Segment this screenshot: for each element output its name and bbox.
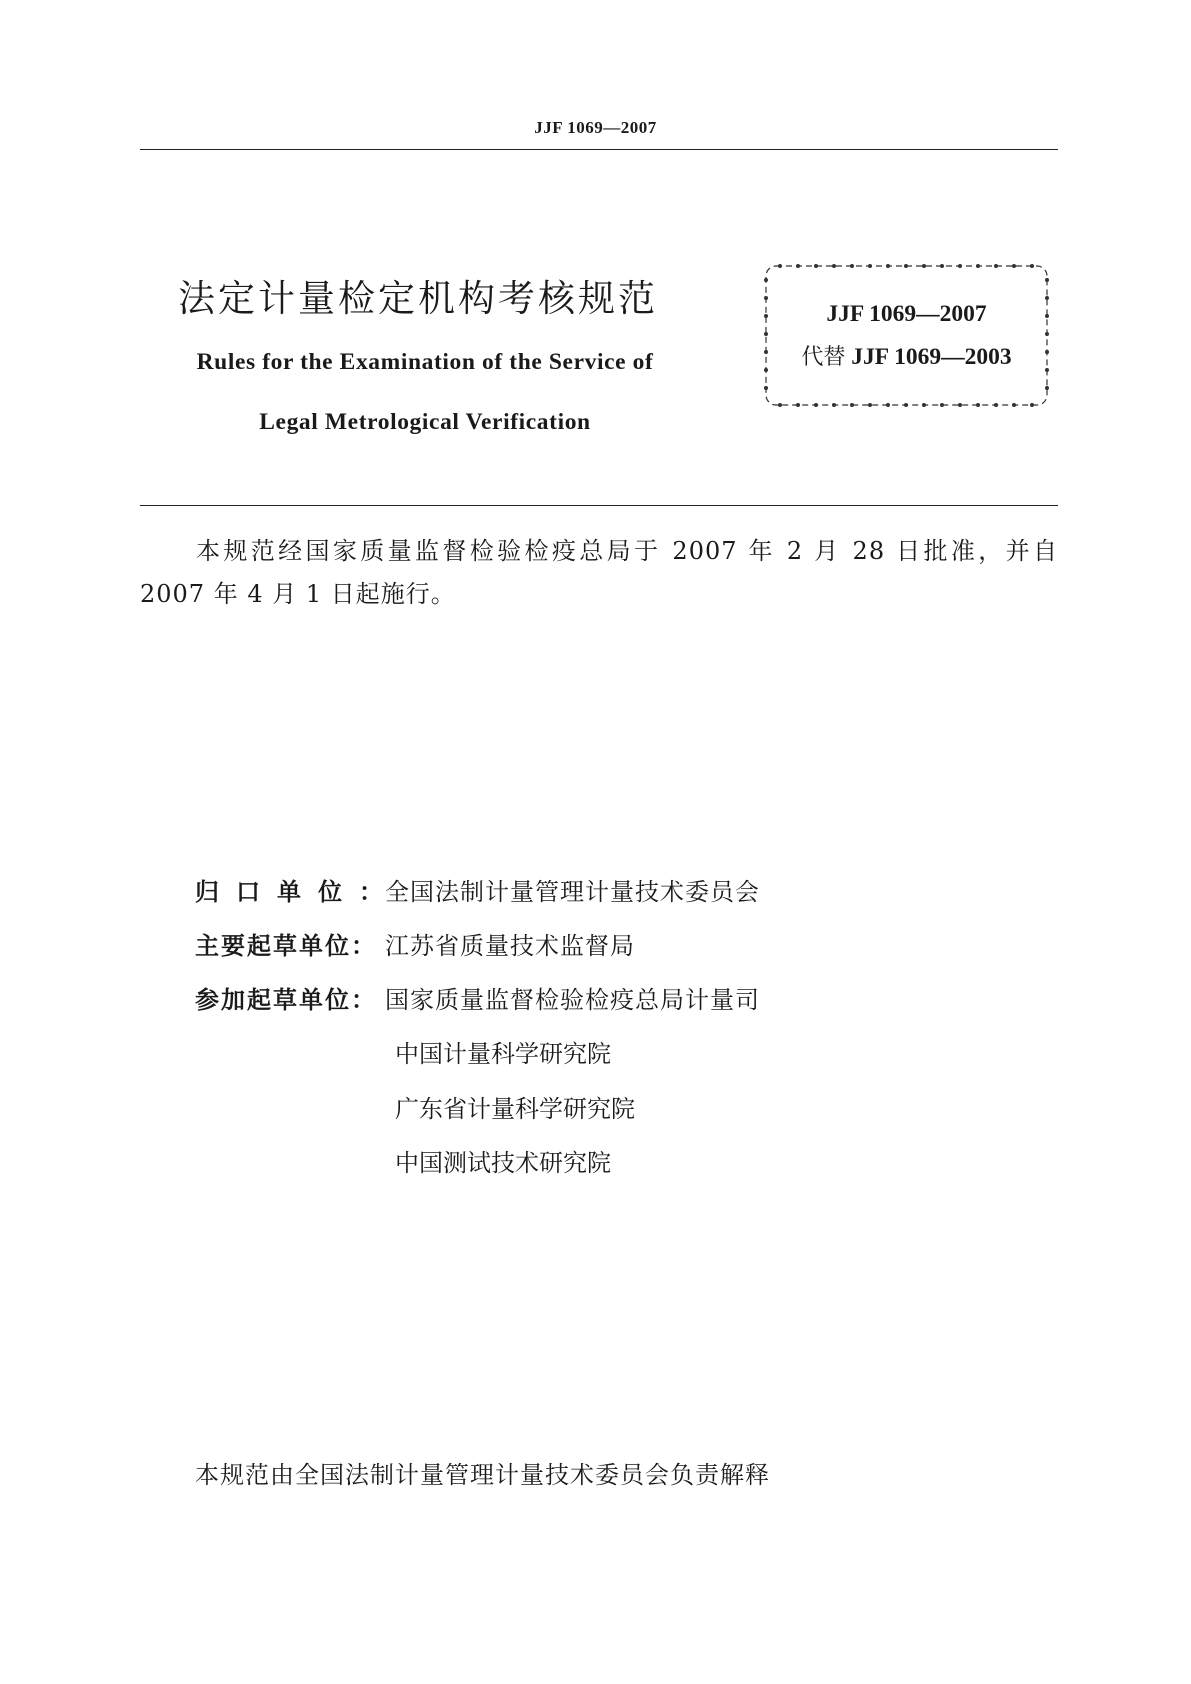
box-frame-dot: [886, 403, 890, 407]
box-frame-dot: [850, 403, 854, 407]
box-frame-dot: [832, 264, 836, 268]
box-frame-dot: [976, 264, 980, 268]
box-frame-dot: [796, 264, 800, 268]
main-drafting-unit-value: 江苏省质量技术监督局: [385, 932, 635, 960]
responsible-unit-label: 归口单位：: [195, 878, 383, 906]
box-frame-dot: [814, 264, 818, 268]
box-frame-dot: [994, 403, 998, 407]
box-frame-dot: [1030, 403, 1034, 407]
box-frame-dot: [764, 278, 768, 282]
participating-unit-item: 中国测试技术研究院: [395, 1149, 611, 1177]
box-frame-dot: [1012, 264, 1016, 268]
box-frame-dot: [922, 264, 926, 268]
participating-unit-row: [195, 980, 760, 1015]
approval-statement: 本规范经国家质量监督检验检疫总局于 2007 年 2 月 28 日批准，并自 2007 年 4 月 1 日起施行。: [140, 537, 1058, 608]
header-standard-code: JJF 1069—2007: [534, 118, 657, 137]
box-frame-dot: [764, 296, 768, 300]
box-frame-dot: [778, 403, 782, 407]
box-frame-dot: [814, 403, 818, 407]
box-frame-outline: [766, 266, 1047, 405]
box-frame-dot: [1045, 278, 1049, 282]
box-frame-dot: [764, 332, 768, 336]
box-frame-dot: [922, 403, 926, 407]
box-frame-dot: [868, 403, 872, 407]
box-frame-dot: [958, 264, 962, 268]
box-frame-dot: [886, 264, 890, 268]
box-frame-dot: [976, 403, 980, 407]
box-frame-dot: [764, 386, 768, 390]
responsible-unit-value: 全国法制计量管理计量技术委员会: [385, 878, 760, 906]
box-frame-dot: [940, 264, 944, 268]
code-box-replaces-line: [762, 340, 1051, 371]
box-frame-dot: [1030, 264, 1034, 268]
box-frame-dot: [1045, 332, 1049, 336]
title-english-line1: Rules for the Examination of the Service of: [196, 349, 654, 375]
box-frame-dot: [904, 264, 908, 268]
decorative-box-frame: [762, 262, 1051, 409]
main-drafting-unit-label: 主要起草单位：: [195, 932, 375, 960]
title-divider: [140, 505, 1058, 506]
box-frame-dot: [994, 264, 998, 268]
replaced-code: JJF 1069—2003: [851, 344, 1012, 370]
box-frame-dot: [796, 403, 800, 407]
title-english-line2: Legal Metrological Verification: [259, 409, 591, 435]
box-frame-dot: [958, 403, 962, 407]
box-frame-dot: [904, 403, 908, 407]
participating-unit-value: 国家质量监督检验检疫总局计量司: [385, 986, 760, 1014]
box-frame-dot: [1045, 386, 1049, 390]
main-drafting-unit-row: [195, 926, 635, 961]
title-chinese: 法定计量检定机构考核规范: [178, 277, 658, 320]
header-divider: [140, 149, 1058, 150]
box-frame-dot: [940, 403, 944, 407]
interpretation-statement: 本规范由全国法制计量管理计量技术委员会负责解释: [195, 1461, 770, 1489]
box-frame-dot: [832, 403, 836, 407]
box-frame-dot: [850, 264, 854, 268]
box-frame-dot: [868, 264, 872, 268]
box-frame-dot: [1045, 296, 1049, 300]
responsible-unit-row: [195, 872, 760, 907]
box-frame-dot: [1012, 403, 1016, 407]
participating-unit-label: 参加起草单位：: [195, 986, 375, 1014]
participating-unit-item: 中国计量科学研究院: [395, 1040, 611, 1068]
standard-code-box: [762, 262, 1051, 409]
participating-unit-item: 广东省计量科学研究院: [395, 1095, 635, 1123]
code-box-current-code: JJF 1069—2007: [826, 301, 987, 327]
replaces-word: 代替: [801, 345, 846, 370]
box-frame-dot: [778, 264, 782, 268]
